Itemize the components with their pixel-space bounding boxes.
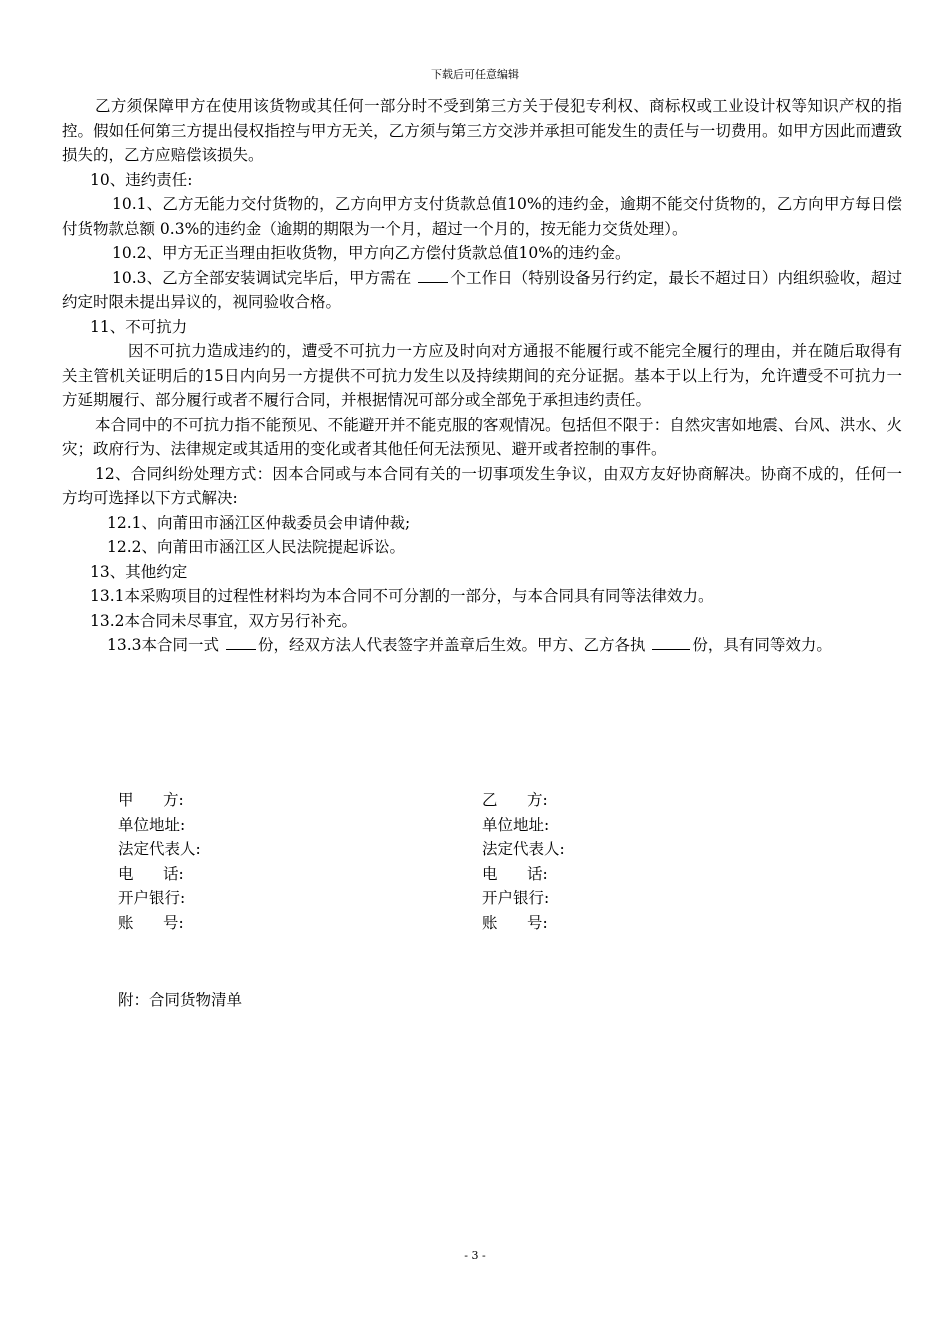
clause-11-2: 本合同中的不可抗力指不能预见、不能避开并不能克服的客观情况。包括但不限于：自然灾害如地震、台风、洪水、火灾；政府行为、法律规定或其适用的变化或者其他任何无法预见、避开或者控制的事件。 (62, 415, 902, 458)
party-b-phone-label: 电 话: (482, 864, 548, 883)
clause-10-3 (62, 266, 902, 315)
clause-13-2: 13.2本合同未尽事宜，双方另行补充。 (90, 611, 358, 630)
clause-13-3-part-c: 份，具有同等效力。 (692, 636, 832, 654)
party-a-bank-label: 开户银行: (118, 889, 186, 907)
clause-13-3-part-a: 13.3本合同一式 (107, 636, 220, 654)
clause-10-2: 10.2、甲方无正当理由拒收货物，甲方向乙方偿付货款总值10%的违约金。 (112, 244, 631, 262)
ip-clause: 乙方须保障甲方在使用该货物或其任何一部分时不受到第三方关于侵犯专利权、商标权或工业设计权等知识产权的指控。假如任何第三方提出侵权指控与甲方无关，乙方须与第三方交涉并承担可能发生的责任与一切费用。如甲方因此而遭致损失的，乙方应赔偿该损失。 (62, 97, 902, 164)
party-b-representative-label: 法定代表人: (482, 840, 565, 858)
party-b-account-label: 账 号: (482, 913, 548, 932)
party-b-address-label: 单位地址: (482, 815, 550, 834)
appendix-note: 附：合同货物清单 (118, 991, 243, 1009)
section-10-heading: 10、违约责任: (90, 170, 193, 189)
copies-blank (226, 635, 256, 650)
party-b-bank-label: 开户银行: (482, 889, 550, 907)
party-a-column (118, 788, 201, 935)
clause-11-1: 因不可抗力造成违约的，遭受不可抗力一方应及时向对方通报不能履行或不能完全履行的理由，并在随后取得有关主管机关证明后的15日内向另一方提供不可抗力发生以及持续期间的充分证据。基本于以上行为，允许遭受不可抗力一方延期履行、部分履行或者不履行合同，并根据情况可部分或全部免于承担违约责任。 (62, 342, 902, 409)
page-number: - 3 - (464, 1249, 486, 1262)
party-a-phone-label: 电 话: (118, 864, 184, 883)
clause-12-1: 12.1、向莆田市涵江区仲裁委员会申请仲裁; (107, 513, 411, 532)
section-11-heading: 11、不可抗力 (90, 317, 188, 336)
party-b-name-label: 乙 方: (482, 791, 548, 809)
party-a-address-label: 单位地址: (118, 815, 186, 834)
clause-10-3-part-a: 10.3、乙方全部安装调试完毕后，甲方需在 (112, 268, 412, 287)
party-a-representative-label: 法定代表人: (118, 840, 201, 858)
clause-13-3 (62, 633, 902, 658)
clause-13-1: 13.1本采购项目的过程性材料均为本合同不可分割的一部分，与本合同具有同等法律效力。 (90, 587, 714, 605)
clause-12-2: 12.2、向莆田市涵江区人民法院提起诉讼。 (107, 538, 406, 556)
workday-blank (418, 268, 448, 283)
contract-body (62, 94, 902, 658)
clause-10-3-part-b: 个工作日（特别设备另行约定，最长不超过 (450, 268, 747, 287)
clause-13-3-part-b: 份，经双方法人代表签字并盖章后生效。甲方、乙方各执 (257, 636, 646, 654)
clause-10-1: 10.1、乙方无能力交付货物的，乙方向甲方支付货款总值10%的违约金，逾期不能交付货物的，乙方向甲方每日偿付货物款总额 0.3%的违约金（逾期的期限为一个月，超过一个月的，按无能力交货处理）。 (62, 195, 902, 238)
section-12-heading: 12、合同纠纷处理方式：因本合同或与本合同有关的一切事项发生争议，由双方友好协商解决。协商不成的，任何一方均可选择以下方式解决: (62, 464, 902, 507)
clause-10-3-part-c: 日）内组织验收，超过约定时限未提出异议的，视同验收合格。 (62, 268, 902, 311)
section-13-heading: 13、其他约定 (90, 562, 188, 581)
party-a-account-label: 账 号: (118, 913, 184, 932)
party-a-name-label: 甲 方: (118, 791, 184, 809)
copies-each-blank (652, 635, 690, 650)
page-header: 下载后可任意编辑 (431, 68, 519, 81)
party-b-column (482, 788, 565, 935)
